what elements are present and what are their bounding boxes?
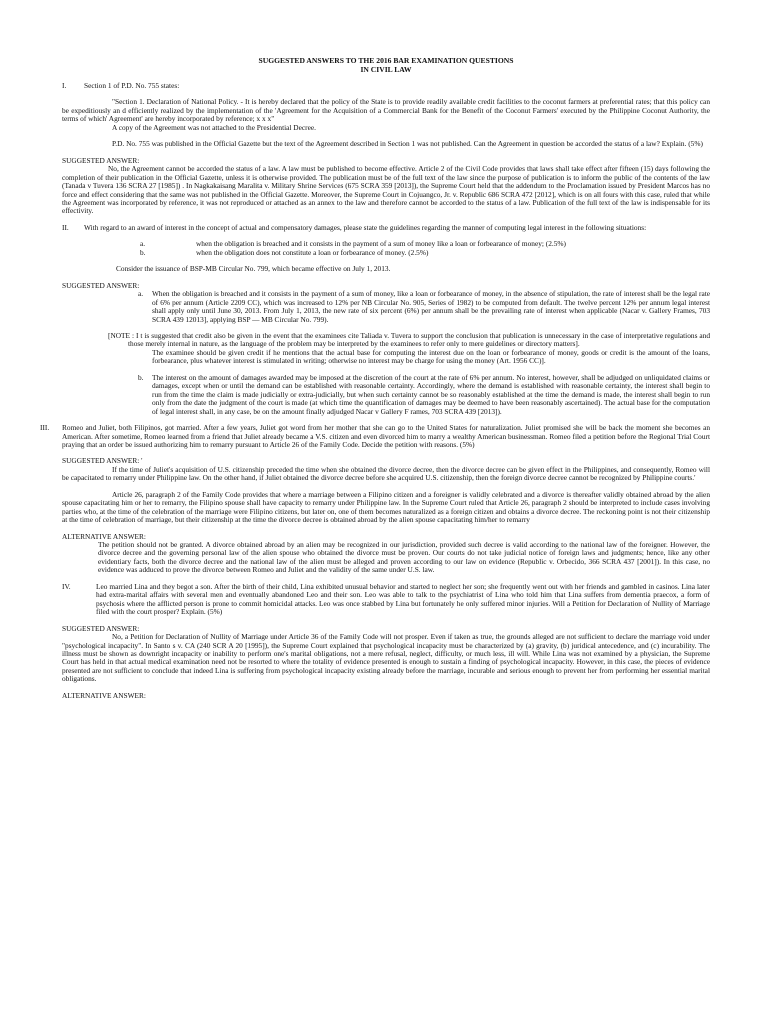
quoted-provision: "Section 1. Declaration of National Policy. - It is hereby declared that the policy of the State is to provide readily available credit facilities to the coconut farmers at preferential rates; that this policy can be expeditiously an d efficiently realized by the implementation of the 'Agreement for the Acquisition of a Commercial Bank for the Benefit of the Coconut Farmers' executed by the Philippine Coconut Authority, the terms of which' Agreement' are hereby incorporated by reference; x x x" bbox=[62, 97, 710, 124]
answer-letter: a. bbox=[138, 289, 144, 299]
examiner-note-continued: The examinee should be given credit if he mentions that the actual base for computing the interest due on the loan or forbearance of money, goods or credit is the amount of the loans, forbearance, plus whatever interest is stimulated in writing; otherwise no interest may be charge for using the money (Art. 1956 CC)]. bbox=[152, 347, 710, 366]
answer-label: SUGGESTED ANSWER: bbox=[62, 623, 140, 633]
article-26-discussion: Article 26, paragraph 2 of the Family Code provides that where a marriage between a Filipino citizen and a foreigner is validly celebrated and a divorce is thereafter validly obtained abroad by the alien spouse capacitating him or her to remarry, the Filipino spouse shall have capacity to remarry under Philippine law. In the Supreme Court ruled that Article 26, paragraph 2 should be interpreted to include cases involving parties who, at the time of the celebration of the marriage were Filipino citizens, but later on, one of them becomes naturalized as a foreign citizen and obtains a divorce decree. The reckoning point is not their citizenship at the time of celebration of marriage, but their citizenship at the time the divorce decree is obtained abroad by the alien spouse capacitating him/her to remarry bbox=[62, 489, 710, 525]
quote-note: A copy of the Agreement was not attached to the Presidential Decree. bbox=[112, 122, 316, 132]
answer-text: If the time of Juliet's acquisition of U.S. citizenship preceded the time when she obtained the divorce decree, then the divorce decree can be given effect in the Philippines, and consequently, Romeo will be capacitated to remarry under Philippine law. On the other hand, if Juliet obtained the divorce decree before she acquired U.S. citizenship, then the foreign divorce decree cannot be recognized by Philippine courts.' bbox=[62, 464, 710, 483]
question-number: II. bbox=[62, 222, 69, 232]
sub-text: when the obligation does not constitute a loan or forbearance of money. (2.5%) bbox=[196, 247, 429, 257]
question-intro: With regard to an award of interest in the concept of actual and compensatory damages, please state the guidelines regarding the manner of computing legal interest in the following situations: bbox=[84, 222, 647, 232]
question-text: Romeo and Juliet, both Filipinos, got married. After a few years, Juliet got word from her mother that she can go to the United States for naturalization. Juliet promised she will be back the moment she becomes an American. After sometime, Romeo learned from a friend that Juliet already became a V.S. citizen and even divorced him to marry a wealthy American businessman. Romeo filed a petition before the Regional Trial Court praying that an order be issued authorizing him to remarry pursuant to Article 26 of the Family Code. Decide the petition with reasons. (5%) bbox=[62, 423, 710, 449]
question-intro: Section 1 of P.D. No. 755 states: bbox=[84, 81, 180, 90]
answer-label: SUGGESTED ANSWER: bbox=[62, 280, 140, 290]
answer-label: SUGGESTED ANSWER: bbox=[62, 155, 140, 165]
alternative-answer-label: ALTERNATIVE ANSWER: bbox=[62, 531, 146, 541]
answer-b bbox=[62, 374, 710, 416]
question-number: III. bbox=[40, 423, 50, 433]
question-number: I. bbox=[62, 81, 67, 90]
examiner-note: [NOTE : I t is suggested that credit also be given in the event that the examinees cite Taliada v. Tuvera to support the conclusion that publication is unnecessary in the case of interpretative regulations and those merely internal in nature, as the language of the problem may be interpreted by the examinees to refer only to mere guidelines or directory matters]. bbox=[108, 330, 710, 349]
alternative-answer-text: The petition should not be granted. A divorce obtained abroad by an alien may be recognized in our jurisdiction, provided such decree is valid according to the national law of the foreigner. However, the divorce decree and the governing personal law of the alien spouse who obtained the divorce must be proven. Our courts do not take judicial notice of foreign laws and judgments; hence, like any other evidentiary facts, both the divorce decree and the national law of the alien must be alleged and proven according to our law on evidence (Republic v. Orbecido, 366 SCRA 437 [2001]). In this case, no evidence was adduced to prove the divorce between Romeo and Juliet and the validity of the same under U.S. law. bbox=[98, 540, 710, 575]
alternative-answer-label: ALTERNATIVE ANSWER: bbox=[62, 690, 146, 700]
sub-text: when the obligation is breached and it consists in the payment of a sum of money like a loan or forbearance of money; (2.5%) bbox=[196, 239, 566, 249]
answer-text: No, a Petition for Declaration of Nullity of Marriage under Article 36 of the Family Code will not prosper. Even if taken as true, the grounds alleged are not sufficient to declare the marriage void under "psychological incapacity". In Santo s v. CA (240 SCR A 20 [1995]), the Supreme Court explained that psychological incapacity must be characterized by (a) gravity, (b) juridical antecedence, and (c) incurability. The illness must be shown as downright incapacity or inability to perform one's marital obligations, not a mere refusal, neglect, difficulty, or much less, ill will. While Lina was not examined by a physician, the Supreme Court has held in that actual medical examination need not be resorted to where the totality of evidence presented is enough to sustain a finding of psychological incapacity. However, in this case, the pieces of evidence presented are not sufficient to conclude that indeed Lina is suffering from psychological incapacity existing already before the marriage, incurable and serious enough to prevent her from performing her essential marital obligations. bbox=[62, 632, 710, 684]
answer-text: The interest on the amount of damages awarded may be imposed at the discretion of the court at the rate of 6% per annum. No interest, however, shall be adjudged on unliquidated claims or damages, except when or until the demand can be established with reasonable certainty. Accordingly, where the demand is established with reasonable certainty, the interest shall begin to run from the time the claim is made judicially or extra-judicially, but when such certainty cannot be so reasonably established at the time the demand is made, the interest shall begin to run only from the date the judgment of the court is made (at which time the quantification of damages may be deemed to have been reasonably ascertained). The actual base for the computation of legal interest shall, in any case, be on the amount finally adjudged Nacar v Gallery F rames, 703 SCRA 439 [2013]). bbox=[152, 372, 710, 416]
sub-letter: a. bbox=[140, 239, 146, 249]
answer-label: SUGGESTED ANSWER: ' bbox=[62, 456, 143, 466]
answer-a bbox=[62, 290, 710, 324]
question-number: IV. bbox=[62, 581, 71, 591]
document-page bbox=[40, 56, 710, 700]
document-subtitle: IN CIVIL LAW bbox=[360, 65, 412, 74]
sub-question-b bbox=[62, 249, 710, 257]
question-text: Leo married Lina and they begot a son. After the birth of their child, Lina exhibited unusual behavior and started to neglect her son; she frequently went out with her friends and gambled in casinos. Lina later had extra-marital affairs with several men and eventually abandoned Leo and their son. Leo was able to talk to the psychiatrist of Lina who told him that Lina suffers from dementia praecox, a form of psychosis where the afflicted person is prone to commit homicidal attacks. Leo was once stabbed by Lina but fortunately he only suffered minor injuries. Will a Petition for Declaration of Nullity of Marriage filed with the court prosper? Explain. (5%) bbox=[96, 581, 710, 617]
question-3 bbox=[40, 423, 710, 449]
question-4 bbox=[62, 583, 710, 617]
question-text: P.D. No. 755 was published in the Official Gazette but the text of the Agreement described in Section 1 was not published. Can the Agreement in question be accorded the status of a law? Explain. (5%) bbox=[112, 139, 703, 149]
sub-letter: b. bbox=[140, 247, 146, 257]
question-1 bbox=[62, 82, 710, 90]
answer-letter: b. bbox=[138, 372, 144, 382]
question-2 bbox=[62, 224, 710, 232]
answer-text: When the obligation is breached and it consists in the payment of a sum of money, like a loan or forbearance of money, in the absence of stipulation, the rate of interest shall be the legal rate of 6% per annum (Article 2209 CC), which was increased to 12% per NB Circular No. 905, Series of 1982) to be computed from default. The twelve percent 12% per annum legal interest shall apply only until June 30, 2013. From July 1, 2013, the new rate of six percent (6%) per annum shall be the prevailing rate of interest when applicable (Nacar v. Gallery Frames, 703 SCRA 439 12013], applying BSP — MB Circular No. 799). bbox=[152, 289, 710, 324]
consider-note: Consider the issuance of BSP-MB Circular No. 799, which became effective on July 1, 2013. bbox=[116, 264, 391, 274]
document-title: SUGGESTED ANSWERS TO THE 2016 BAR EXAMINATION QUESTIONS bbox=[258, 56, 514, 65]
answer-text: No, the Agreement cannot be accorded the status of a law. A law must be published to become effective. Article 2 of the Civil Code provides that laws shall take effect after fifteen (15) days following the completion of their publication in the Official Gazette, unless it is otherwise provided. The publication must be of the full text of the law since the purpose of publication is to inform the public of the contents of the law (Tanada v Tuvera 136 SCRA 27 [1985]) . In Nagkakaisang Maralita v. Military Shrine Services (675 SCRA 359 [2013]), the Supreme Court held that the addendum to the Proclamation issued by President Marcos has no force and effect considering that the same was not published in the Official Gazette. Moreover, the Supreme Court in Cojuangco, Jr. v. Republic 686 SCRA 472 [2012], which is on all fours with this case, ruled that while the Agreement was incorporated by reference, it was not reproduced or attached as an annex to the law and therefore cannot be accorded to the status of a law. Publication of the full text of the law is indispensable for its effectivity. bbox=[62, 164, 710, 216]
